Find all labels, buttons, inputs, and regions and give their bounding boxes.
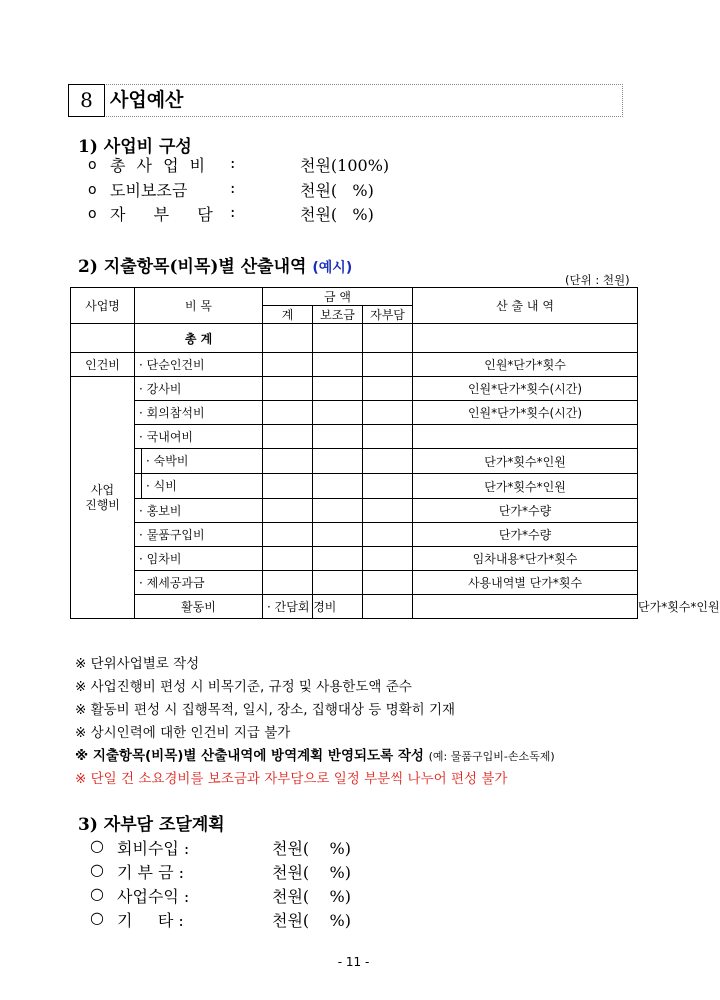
funding-label: 기 타 : — [117, 911, 184, 930]
table-cell — [263, 449, 313, 474]
table-cell — [263, 425, 313, 449]
note: ※ 활동비 편성 시 집행목적, 일시, 장소, 집행대상 등 명확히 기재 — [75, 702, 456, 718]
header-total: 계 — [263, 306, 313, 324]
note-example: (예: 물품구입비-손소독제) — [428, 750, 555, 763]
item-label: · 국내여비 — [135, 425, 263, 449]
table-cell — [313, 474, 363, 499]
table-cell — [363, 449, 413, 474]
table-cell — [363, 547, 413, 571]
calc-label: 임차내용*단가*횟수 — [413, 547, 638, 571]
table-cell — [413, 595, 638, 619]
funding-label: 회비수입 : — [117, 839, 190, 858]
item-cell-nested — [135, 449, 263, 474]
colon: : — [230, 153, 236, 172]
table-cell — [363, 499, 413, 523]
table-cell — [313, 449, 363, 474]
calc-label: 사용내역별 단가*횟수 — [413, 571, 638, 595]
note: ※ 상시인력에 대한 인건비 지급 불가 — [75, 725, 291, 741]
calc-label: 단가*횟수*인원 — [413, 474, 638, 499]
funding-value: 천원( %) — [272, 863, 351, 882]
item-label: · 물품구입비 — [135, 523, 263, 547]
calc-label: 단가*수량 — [413, 499, 638, 523]
bullet-icon: o — [88, 182, 97, 198]
note: ※ 단위사업별로 작성 — [75, 656, 200, 672]
header-subsidy: 보조금 — [313, 306, 363, 324]
item-label: · 식비 — [141, 474, 177, 498]
calc-label — [413, 425, 638, 449]
funding-label: 사업수익 : — [117, 887, 190, 906]
item-label: · 회의참석비 — [135, 401, 263, 425]
table-cell — [363, 353, 413, 377]
table-cell — [263, 547, 313, 571]
page-number: - 11 - — [337, 955, 370, 969]
table-cell — [263, 377, 313, 401]
funding-value: 천원( %) — [272, 839, 351, 858]
calc-label: 단가*횟수*인원 — [413, 449, 638, 474]
table-cell — [313, 571, 363, 595]
table-cell — [313, 499, 363, 523]
colon: : — [230, 178, 236, 197]
calc-label: 인원*단가*횟수 — [413, 353, 638, 377]
table-cell — [313, 523, 363, 547]
budget-value: 천원( %) — [300, 181, 374, 200]
subsection-2-title — [78, 252, 352, 277]
note: ※ 사업진행비 편성 시 비목기준, 규정 및 사용한도액 준수 — [75, 679, 412, 695]
header-amount: 금 액 — [263, 288, 413, 306]
table-cell — [313, 324, 363, 353]
header-business: 사업명 — [71, 288, 135, 324]
note-bold — [75, 744, 555, 764]
table-cell — [363, 474, 413, 499]
table-cell — [313, 425, 363, 449]
item-cell-nested — [135, 474, 263, 499]
table-cell — [263, 499, 313, 523]
subsection-3-title: 3) 자부담 조달계획 — [78, 815, 225, 835]
header-item: 비 목 — [135, 288, 263, 324]
table-cell — [363, 401, 413, 425]
header-calc: 산 출 내 역 — [413, 288, 638, 324]
item-label: · 단순인건비 — [135, 353, 263, 377]
grand-total-blank — [71, 324, 135, 353]
budget-value: 천원( %) — [300, 205, 374, 224]
circle-bullet-icon: ○ — [90, 884, 104, 903]
table-cell — [263, 523, 313, 547]
example-label: (예시) — [312, 260, 353, 276]
table-cell — [363, 425, 413, 449]
bullet-icon: o — [88, 206, 97, 222]
group-label: 활동비 — [135, 595, 263, 619]
circle-bullet-icon: ○ — [90, 836, 104, 855]
subsection-1-title: 1) 사업비 구성 — [78, 137, 192, 157]
funding-value: 천원( %) — [272, 911, 351, 930]
table-cell — [263, 353, 313, 377]
table-cell — [363, 324, 413, 353]
budget-value: 천원(100%) — [300, 156, 390, 175]
table-cell — [363, 595, 413, 619]
note-warning: ※ 단일 건 소요경비를 보조금과 자부담으로 일정 부분씩 나누어 편성 불가 — [75, 771, 508, 787]
table-cell — [263, 401, 313, 425]
table-cell — [313, 401, 363, 425]
table-cell — [363, 571, 413, 595]
section-number: 8 — [80, 88, 93, 112]
unit-label: (단위 : 천원) — [565, 273, 630, 287]
bullet-icon: o — [88, 157, 97, 173]
calc-label: 인원*단가*횟수(시간) — [413, 401, 638, 425]
item-label: · 간담회 경비 — [263, 595, 313, 619]
item-label: · 임차비 — [135, 547, 263, 571]
section-title: 사업예산 — [110, 89, 184, 111]
funding-label: 기 부 금 : — [117, 863, 185, 882]
item-label: · 제세공과금 — [135, 571, 263, 595]
table-cell — [263, 324, 313, 353]
note-bold-text: ※ 지출항목(비목)별 산출내역에 방역계획 반영되도록 작성 — [75, 748, 424, 764]
budget-label: 총 사 업 비 — [110, 156, 209, 175]
table-cell — [313, 353, 363, 377]
table-cell — [363, 377, 413, 401]
circle-bullet-icon: ○ — [90, 908, 104, 927]
table-cell — [413, 324, 638, 353]
subsection-2-title-text: 2) 지출항목(비목)별 산출내역 — [78, 257, 307, 277]
table-cell — [263, 474, 313, 499]
grand-total-label: 총 계 — [135, 324, 263, 353]
group-label: 사업 진행비 — [71, 377, 135, 619]
table-cell — [313, 547, 363, 571]
item-label: · 숙박비 — [141, 449, 188, 473]
funding-value: 천원( %) — [272, 887, 351, 906]
budget-label: 도비보조금 — [110, 181, 188, 200]
table-cell — [263, 571, 313, 595]
budget-label: 자 부 담 — [110, 205, 219, 224]
calc-label: 단가*수량 — [413, 523, 638, 547]
budget-table: 사업명 비 목 금 액 산 출 내 역 계 보조금 자부담 총 계 인건비 · 단순인건비 인원*단가*횟수 사업 진행비 · 강사비 인원*단가*횟수(시간) · 회의참석비 인원*단가*횟수(시간) · 국내여비 · 숙박비 단가*횟수*인원 · 식비 단가*횟수*인원 · 홍보비 단가*수량 · 물품구입비 단가*수량 · 임차비 임차내용*단가*횟수 · 제세공과금 사용내역별 단가*횟수 활동비 · 간담회 경비 단가*횟수*인원 — [70, 287, 638, 619]
header-self: 자부담 — [363, 306, 413, 324]
calc-label: 인원*단가*횟수(시간) — [413, 377, 638, 401]
item-label: · 강사비 — [135, 377, 263, 401]
circle-bullet-icon: ○ — [90, 860, 104, 879]
group-label: 인건비 — [71, 353, 135, 377]
table-cell — [363, 523, 413, 547]
table-cell — [313, 377, 363, 401]
item-label: · 홍보비 — [135, 499, 263, 523]
colon: : — [230, 202, 236, 221]
